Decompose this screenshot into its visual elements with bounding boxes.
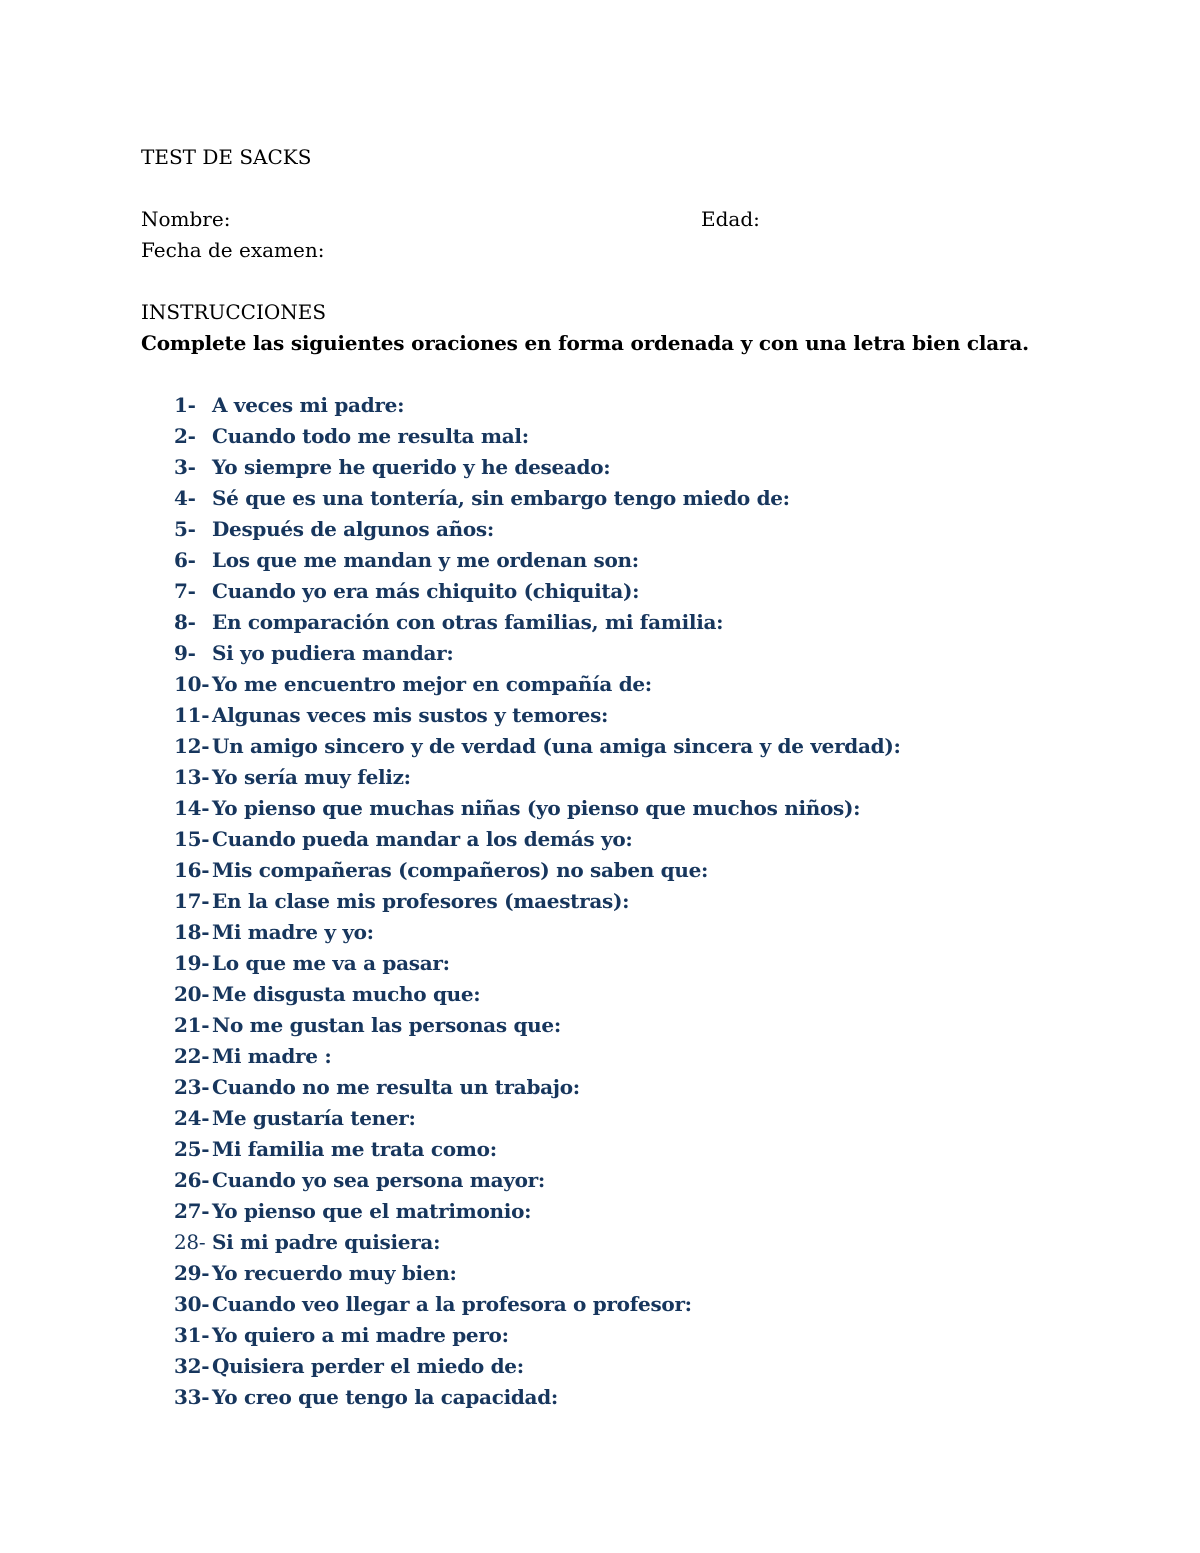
question-number: 22- bbox=[174, 1044, 210, 1068]
question-item bbox=[174, 1166, 901, 1197]
question-number: 4- bbox=[174, 486, 196, 510]
question-item bbox=[174, 732, 901, 763]
question-text: No me gustan las personas que: bbox=[212, 1013, 561, 1037]
instructions-text: Complete las siguientes oraciones en forma ordenada y con una letra bien clara. bbox=[141, 331, 1029, 355]
question-item bbox=[174, 1383, 901, 1414]
question-item bbox=[174, 1073, 901, 1104]
question-text: Yo sería muy feliz: bbox=[212, 765, 411, 789]
question-number: 32- bbox=[174, 1354, 210, 1378]
question-number: 29- bbox=[174, 1261, 210, 1285]
question-number: 15- bbox=[174, 827, 210, 851]
question-text: Yo me encuentro mejor en compañía de: bbox=[212, 672, 652, 696]
question-number: 12- bbox=[174, 734, 210, 758]
question-item bbox=[174, 1042, 901, 1073]
question-text: Si yo pudiera mandar: bbox=[212, 641, 454, 665]
question-item bbox=[174, 856, 901, 887]
question-text: Mi familia me trata como: bbox=[212, 1137, 497, 1161]
question-number: 7- bbox=[174, 579, 196, 603]
question-item bbox=[174, 887, 901, 918]
question-number: 11- bbox=[174, 703, 210, 727]
question-text: Los que me mandan y me ordenan son: bbox=[212, 548, 639, 572]
question-number: 1- bbox=[174, 393, 196, 417]
question-item bbox=[174, 453, 901, 484]
question-item bbox=[174, 1228, 901, 1259]
question-number: 26- bbox=[174, 1168, 210, 1192]
question-item bbox=[174, 391, 901, 422]
question-text: Cuando veo llegar a la profesora o profesor: bbox=[212, 1292, 692, 1316]
question-text: Yo recuerdo muy bien: bbox=[212, 1261, 457, 1285]
question-text: Yo pienso que muchas niñas (yo pienso que muchos niños): bbox=[212, 796, 861, 820]
question-number: 19- bbox=[174, 951, 210, 975]
question-item bbox=[174, 639, 901, 670]
question-text: Mi madre y yo: bbox=[212, 920, 374, 944]
question-number: 18- bbox=[174, 920, 210, 944]
question-text: Un amigo sincero y de verdad (una amiga sincera y de verdad): bbox=[212, 734, 901, 758]
question-text: Cuando no me resulta un trabajo: bbox=[212, 1075, 580, 1099]
question-number: 33- bbox=[174, 1385, 210, 1409]
question-item bbox=[174, 980, 901, 1011]
question-item bbox=[174, 577, 901, 608]
question-item bbox=[174, 1104, 901, 1135]
question-number: 21- bbox=[174, 1013, 210, 1037]
question-item bbox=[174, 1259, 901, 1290]
question-number: 25- bbox=[174, 1137, 210, 1161]
question-text: Quisiera perder el miedo de: bbox=[212, 1354, 524, 1378]
edad-label: Edad: bbox=[701, 207, 760, 231]
question-item bbox=[174, 670, 901, 701]
question-item bbox=[174, 608, 901, 639]
question-number: 20- bbox=[174, 982, 210, 1006]
question-number: 6- bbox=[174, 548, 196, 572]
question-text: Me disgusta mucho que: bbox=[212, 982, 481, 1006]
question-number: 16- bbox=[174, 858, 210, 882]
question-number: 9- bbox=[174, 641, 196, 665]
question-text: Mi madre : bbox=[212, 1044, 332, 1068]
question-number: 24- bbox=[174, 1106, 210, 1130]
question-item bbox=[174, 1352, 901, 1383]
question-text: Sé que es una tontería, sin embargo tengo miedo de: bbox=[212, 486, 790, 510]
question-number: 3- bbox=[174, 455, 196, 479]
question-item bbox=[174, 794, 901, 825]
question-item bbox=[174, 1321, 901, 1352]
question-text: Yo creo que tengo la capacidad: bbox=[212, 1385, 558, 1409]
instructions-heading: INSTRUCCIONES bbox=[141, 300, 327, 324]
question-number: 27- bbox=[174, 1199, 210, 1223]
question-item bbox=[174, 484, 901, 515]
question-item bbox=[174, 763, 901, 794]
question-list bbox=[174, 391, 901, 1414]
question-item bbox=[174, 1011, 901, 1042]
question-text: Cuando pueda mandar a los demás yo: bbox=[212, 827, 633, 851]
question-text: A veces mi padre: bbox=[212, 393, 405, 417]
question-number: 13- bbox=[174, 765, 210, 789]
question-number: 30- bbox=[174, 1292, 210, 1316]
question-item bbox=[174, 949, 901, 980]
fecha-examen-label: Fecha de examen: bbox=[141, 238, 325, 262]
question-text: En comparación con otras familias, mi familia: bbox=[212, 610, 724, 634]
question-text: Yo quiero a mi madre pero: bbox=[212, 1323, 509, 1347]
question-text: Algunas veces mis sustos y temores: bbox=[212, 703, 609, 727]
question-number: 10- bbox=[174, 672, 210, 696]
question-text: Después de algunos años: bbox=[212, 517, 494, 541]
question-number: 17- bbox=[174, 889, 210, 913]
nombre-label: Nombre: bbox=[141, 207, 231, 231]
question-item bbox=[174, 1197, 901, 1228]
question-text: Yo siempre he querido y he deseado: bbox=[212, 455, 611, 479]
question-text: Yo pienso que el matrimonio: bbox=[212, 1199, 532, 1223]
question-number: 2- bbox=[174, 424, 196, 448]
question-number: 28- bbox=[174, 1230, 206, 1254]
question-number: 14- bbox=[174, 796, 210, 820]
question-text: Cuando yo sea persona mayor: bbox=[212, 1168, 545, 1192]
question-number: 23- bbox=[174, 1075, 210, 1099]
question-item bbox=[174, 515, 901, 546]
question-item bbox=[174, 1135, 901, 1166]
document-title: TEST DE SACKS bbox=[141, 145, 312, 169]
question-text: Me gustaría tener: bbox=[212, 1106, 416, 1130]
question-text: En la clase mis profesores (maestras): bbox=[212, 889, 630, 913]
question-text: Cuando todo me resulta mal: bbox=[212, 424, 529, 448]
question-text: Cuando yo era más chiquito (chiquita): bbox=[212, 579, 640, 603]
question-text: Mis compañeras (compañeros) no saben que: bbox=[212, 858, 709, 882]
question-number: 5- bbox=[174, 517, 196, 541]
question-number: 31- bbox=[174, 1323, 210, 1347]
question-text: Lo que me va a pasar: bbox=[212, 951, 450, 975]
question-number: 8- bbox=[174, 610, 196, 634]
question-item bbox=[174, 918, 901, 949]
question-item bbox=[174, 825, 901, 856]
question-item bbox=[174, 1290, 901, 1321]
question-item bbox=[174, 546, 901, 577]
question-item bbox=[174, 422, 901, 453]
question-text: Si mi padre quisiera: bbox=[212, 1230, 441, 1254]
question-item bbox=[174, 701, 901, 732]
